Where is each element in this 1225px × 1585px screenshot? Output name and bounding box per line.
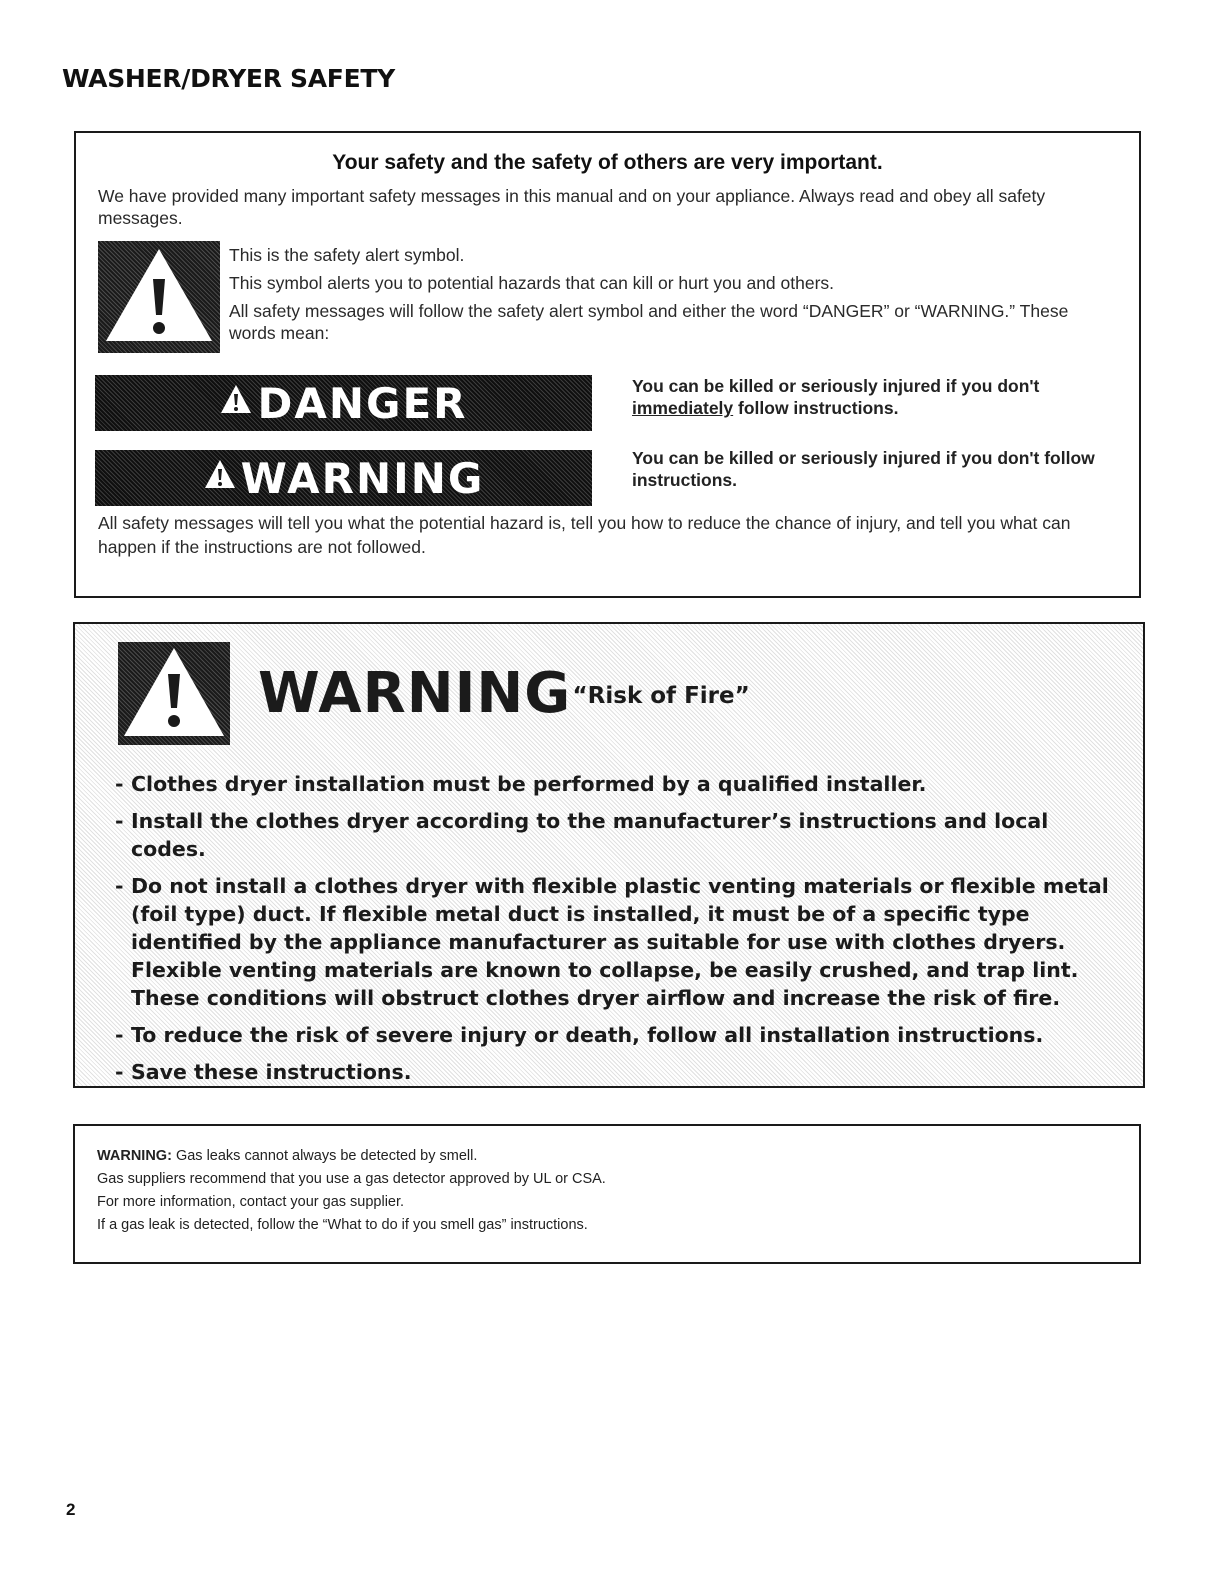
warning-label: WARNING bbox=[240, 453, 485, 503]
list-item-text: Do not install a clothes dryer with flexible plastic venting materials or flexible metal (foil type) duct. If flexible metal duct is installed, it must be of a specific type identified by the appliance manufacturer as suitable for use with clothes dryers. Flexible venting materials are known to collapse, be easily crushed, and trap lint. These conditions will obstruct clothes dryer airflow and increase the risk of fire. bbox=[131, 874, 1109, 1010]
gas-warning-label: WARNING: bbox=[97, 1148, 172, 1164]
list-item: - Install the clothes dryer according to the manufacturer’s instructions and local codes. bbox=[115, 809, 1049, 861]
list-item: - Save these instructions. bbox=[115, 1060, 412, 1084]
gas-warning-text bbox=[97, 1145, 1097, 1237]
list-item: - To reduce the risk of severe injury or death, follow all installation instructions. bbox=[115, 1023, 1044, 1047]
alert-symbol-explanation bbox=[229, 244, 1109, 344]
gas-warning-box bbox=[73, 1124, 1141, 1264]
list-item: - Do not install a clothes dryer with flexible plastic venting materials or flexible metal (foil type) duct. If flexible metal duct is installed, it must be of a specific type identified by the appliance manufacturer as suitable for use with clothes dryers. Flexible venting materials are known to collapse, be easily crushed, and trap lint. These conditions will obstruct clothes dryer airflow and increase the risk of fire. bbox=[115, 874, 1109, 1010]
gas-line: For more information, contact your gas supplier. bbox=[97, 1194, 405, 1210]
intro-heading: Your safety and the safety of others are very important. bbox=[332, 151, 883, 174]
warning-signal-bar bbox=[95, 450, 592, 506]
list-item-text: Save these instructions. bbox=[131, 1060, 412, 1084]
alert-triangle-icon bbox=[203, 458, 237, 499]
fire-warning-subtitle: - “Risk of Fire” bbox=[555, 683, 750, 709]
gas-line: If a gas leak is detected, follow the “What to do if you smell gas” instructions. bbox=[97, 1217, 588, 1233]
safety-alert-icon bbox=[98, 241, 220, 353]
danger-desc-text: You can be killed or seriously injured if you don't bbox=[632, 376, 1040, 396]
alert-line: All safety messages will follow the safety alert symbol and either the word “DANGER” or “WARNING.” These words mean: bbox=[229, 301, 1069, 343]
alert-triangle-icon bbox=[219, 383, 253, 424]
gas-line: Gas suppliers recommend that you use a gas detector approved by UL or CSA. bbox=[97, 1171, 606, 1187]
danger-desc-text-end: follow instructions. bbox=[733, 398, 899, 418]
list-item: - Clothes dryer installation must be performed by a qualified installer. bbox=[115, 772, 927, 796]
danger-signal-bar bbox=[95, 375, 592, 431]
fire-warning-list bbox=[115, 770, 1127, 1095]
fire-warning-title: WARNING bbox=[258, 661, 572, 726]
outro-text: All safety messages will tell you what the potential hazard is, tell you how to reduce the chance of injury, and tell you what can happen if the instructions are not followed. bbox=[98, 513, 1071, 557]
safety-intro-box bbox=[74, 131, 1141, 598]
page-number: 2 bbox=[66, 1500, 76, 1519]
warning-description: You can be killed or seriously injured if you don't follow instructions. bbox=[632, 448, 1095, 490]
alert-line: This is the safety alert symbol. bbox=[229, 245, 465, 265]
danger-label: DANGER bbox=[257, 378, 468, 428]
page-title: WASHER/DRYER SAFETY bbox=[62, 64, 395, 93]
list-item-text: Install the clothes dryer according to the manufacturer’s instructions and local codes. bbox=[131, 809, 1049, 861]
list-item-text: To reduce the risk of severe injury or death, follow all installation instructions. bbox=[131, 1023, 1044, 1047]
danger-description bbox=[632, 375, 1112, 419]
fire-warning-box bbox=[73, 622, 1145, 1088]
danger-desc-emphasis: immediately bbox=[632, 398, 734, 418]
safety-alert-icon bbox=[118, 642, 230, 745]
intro-text: We have provided many important safety messages in this manual and on your appliance. Always read and obey all safety messages. bbox=[98, 186, 1046, 228]
gas-line-text: Gas leaks cannot always be detected by smell. bbox=[171, 1148, 478, 1164]
alert-line: This symbol alerts you to potential hazards that can kill or hurt you and others. bbox=[229, 273, 835, 293]
list-item-text: Clothes dryer installation must be performed by a qualified installer. bbox=[131, 772, 927, 796]
gas-line bbox=[97, 1145, 1097, 1168]
